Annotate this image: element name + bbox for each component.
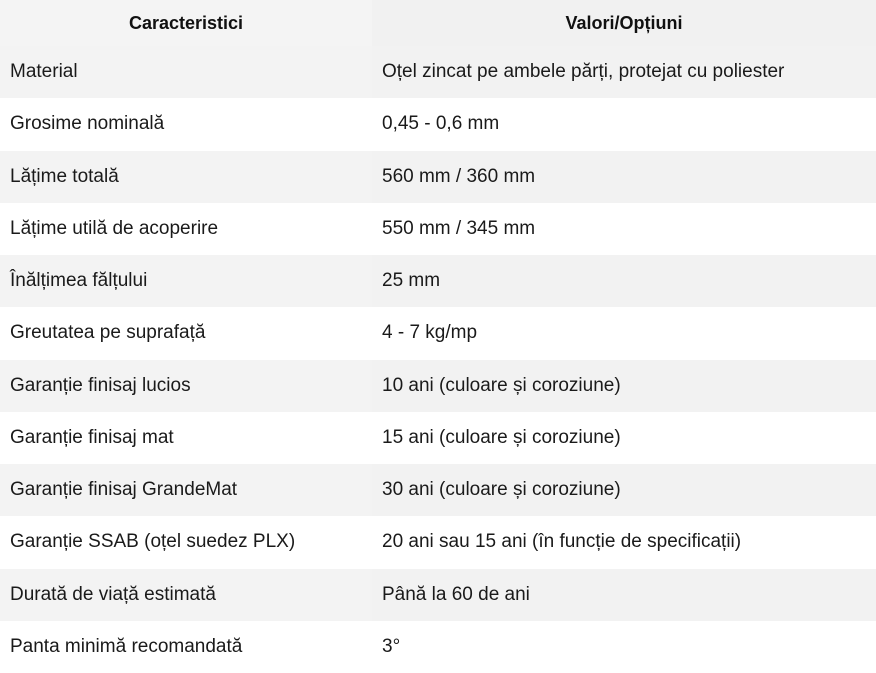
table-header-row <box>0 0 876 46</box>
row-value: 30 ani (culoare și coroziune) <box>372 464 876 516</box>
row-label: Lățime totală <box>0 151 372 203</box>
table-row <box>0 360 876 412</box>
row-value: 15 ani (culoare și coroziune) <box>372 412 876 464</box>
row-value: 10 ani (culoare și coroziune) <box>372 360 876 412</box>
table-row <box>0 46 876 98</box>
row-label: Grosime nominală <box>0 98 372 150</box>
row-value: 4 - 7 kg/mp <box>372 307 876 359</box>
table-row <box>0 464 876 516</box>
table-row <box>0 307 876 359</box>
table-row <box>0 569 876 621</box>
column-header-characteristics: Caracteristici <box>0 0 372 46</box>
row-value: 560 mm / 360 mm <box>372 151 876 203</box>
row-label: Înălțimea fălțului <box>0 255 372 307</box>
row-label: Durată de viață estimată <box>0 569 372 621</box>
row-value: 25 mm <box>372 255 876 307</box>
row-label: Panta minimă recomandată <box>0 621 372 673</box>
row-label: Garanție finisaj mat <box>0 412 372 464</box>
row-label: Lățime utilă de acoperire <box>0 203 372 255</box>
table-row <box>0 412 876 464</box>
row-value: Până la 60 de ani <box>372 569 876 621</box>
table-row <box>0 151 876 203</box>
table-row <box>0 621 876 673</box>
row-label: Material <box>0 46 372 98</box>
row-label: Garanție finisaj GrandeMat <box>0 464 372 516</box>
table-row <box>0 98 876 150</box>
table-row <box>0 203 876 255</box>
row-value: 20 ani sau 15 ani (în funcție de specificații) <box>372 516 876 568</box>
table-row <box>0 516 876 568</box>
row-value: Oțel zincat pe ambele părți, protejat cu poliester <box>372 46 876 98</box>
row-value: 0,45 - 0,6 mm <box>372 98 876 150</box>
table-row <box>0 255 876 307</box>
row-label: Garanție SSAB (oțel suedez PLX) <box>0 516 372 568</box>
column-header-values: Valori/Opțiuni <box>372 0 876 46</box>
row-value: 3° <box>372 621 876 673</box>
row-label: Greutatea pe suprafață <box>0 307 372 359</box>
row-label: Garanție finisaj lucios <box>0 360 372 412</box>
row-value: 550 mm / 345 mm <box>372 203 876 255</box>
